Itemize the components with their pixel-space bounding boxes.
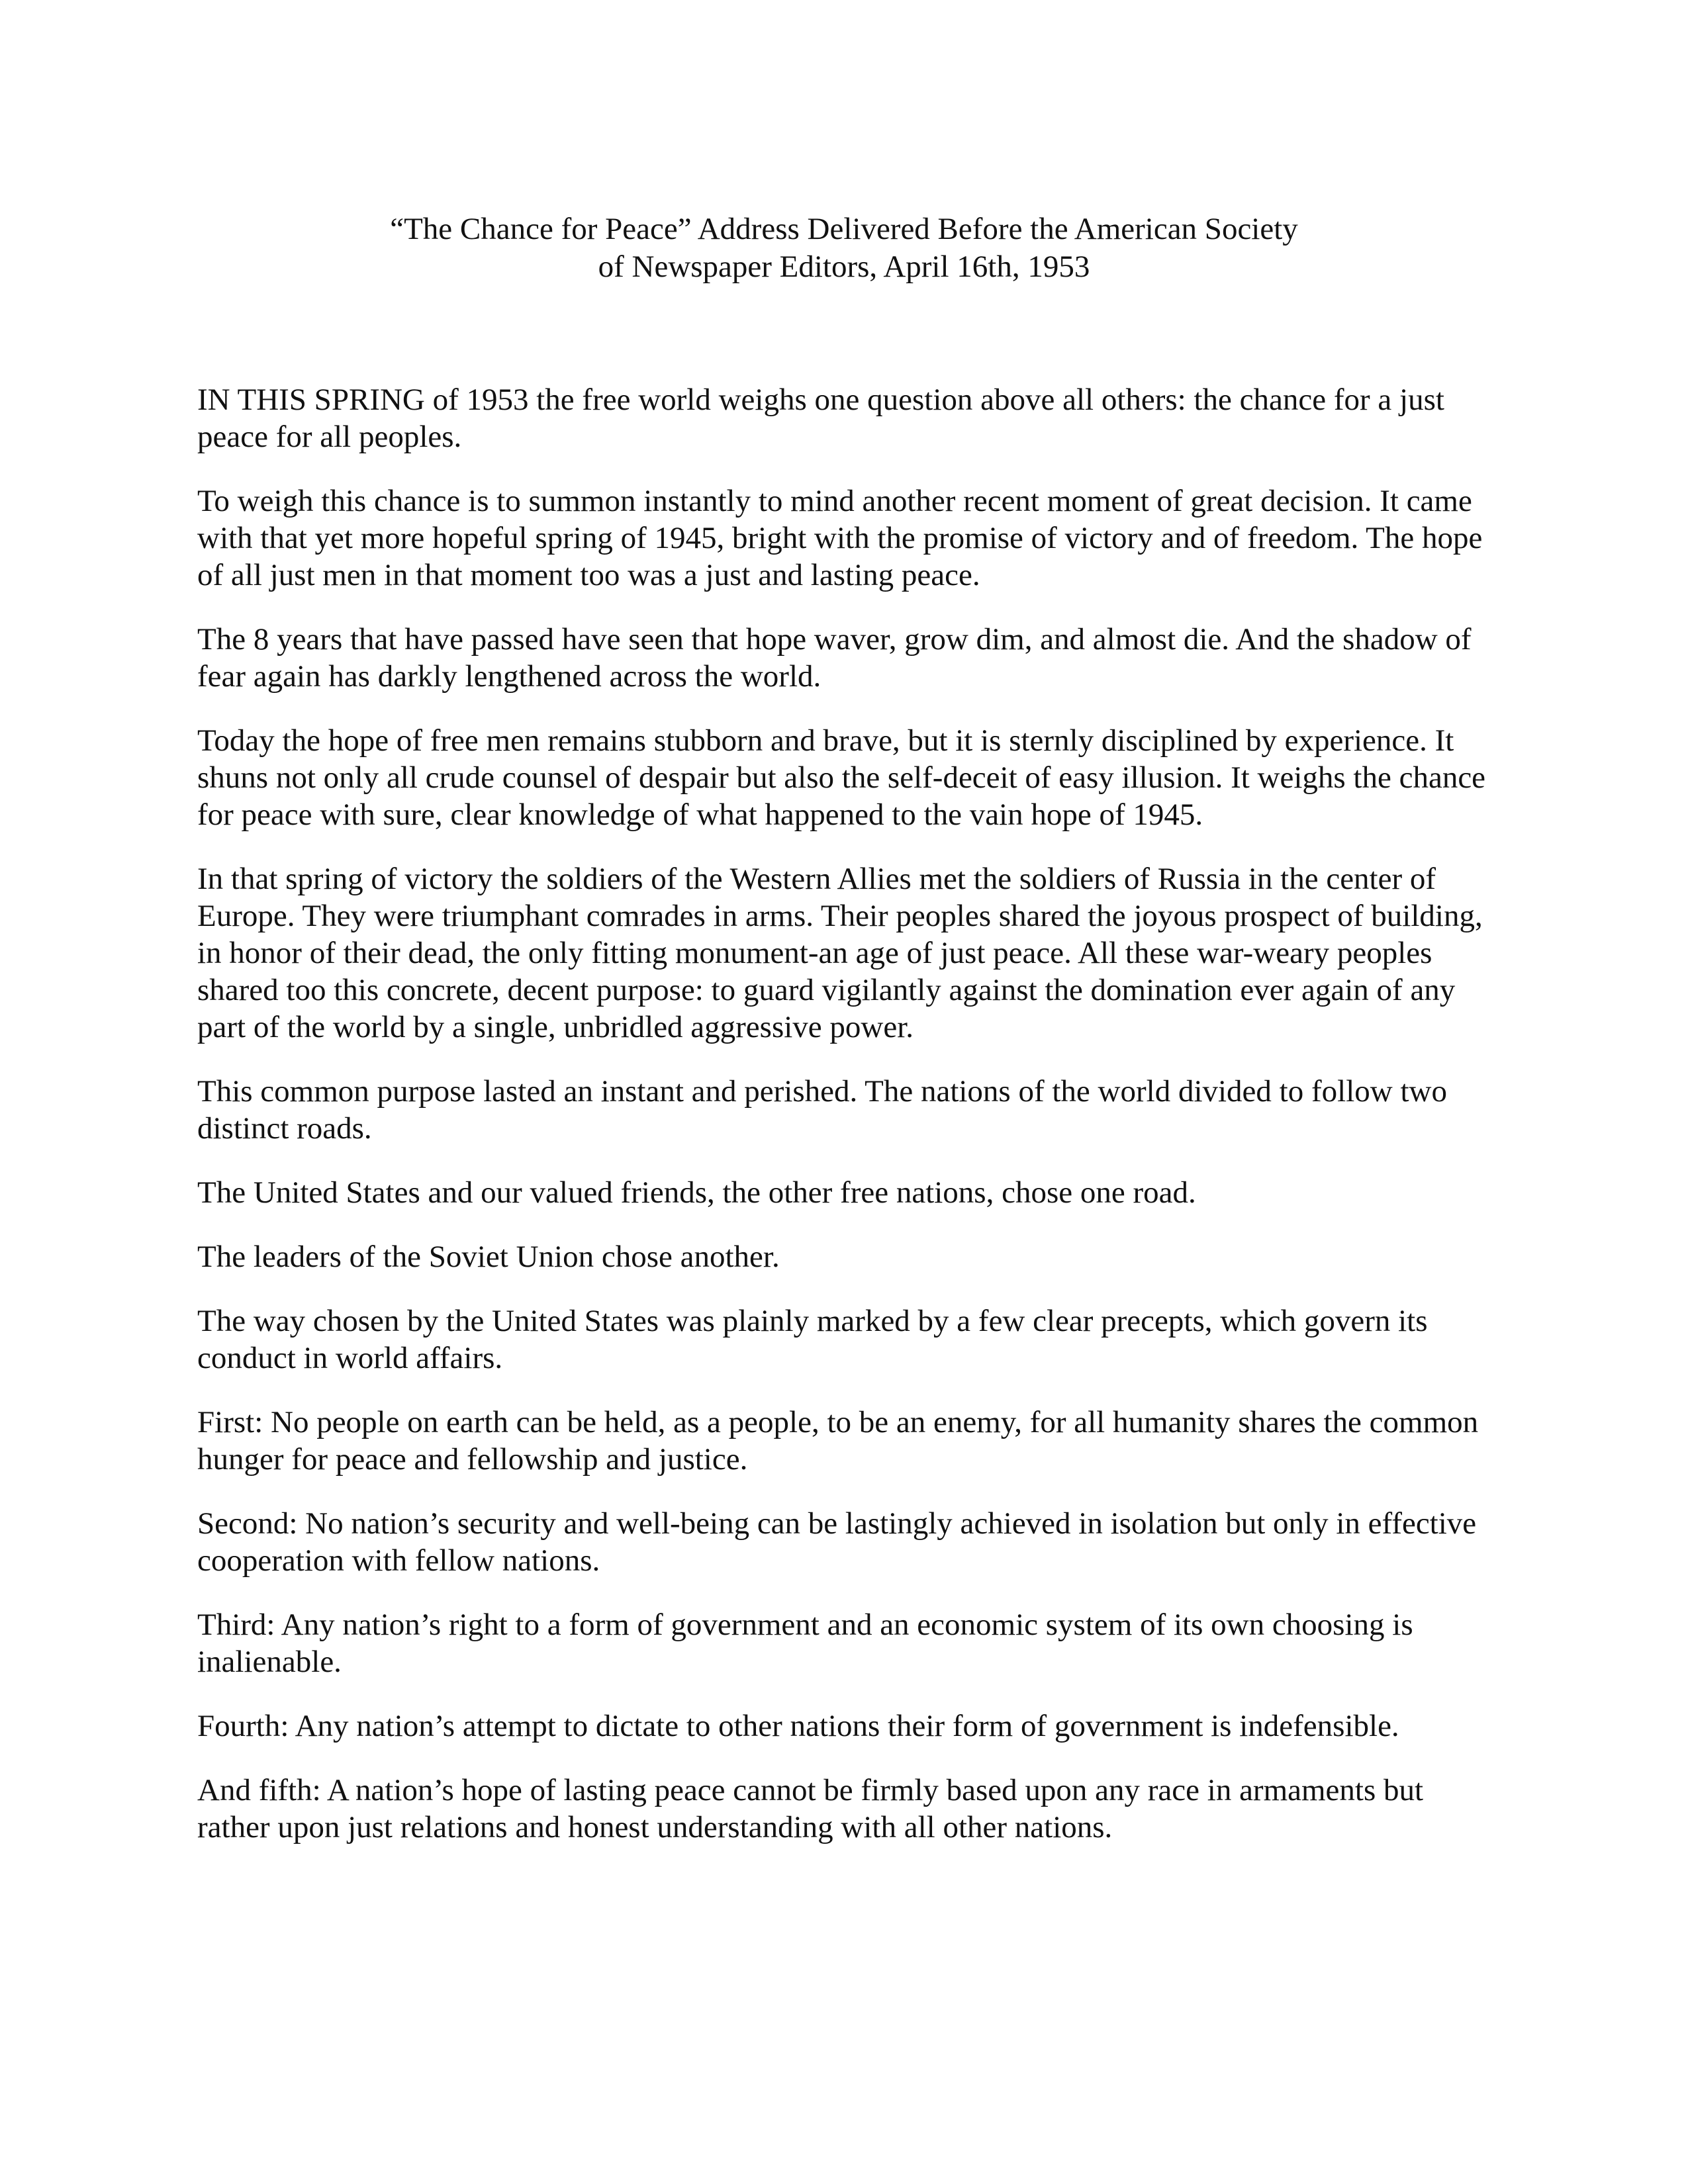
paragraph-9: The way chosen by the United States was plainly marked by a few clear precepts, which govern its conduct in world affairs. [197,1304,1428,1375]
paragraph-5: In that spring of victory the soldiers of the Western Allies met the soldiers of Russia in the center of Europe. They were triumphant comrades in arms. Their peoples shared the joyous prospect of building, in honor of their dead, the only fitting monument-an age of just peace. All these war-weary peoples shared too this concrete, decent purpose: to guard vigilantly against the domination ever again of any part of the world by a single, unbridled aggressive power. [197,862,1483,1044]
document-body [197,381,1495,1873]
paragraph-7: The United States and our valued friends, the other free nations, chose one road. [197,1175,1196,1210]
document-title [0,210,1688,286]
title-line-2: of Newspaper Editors, April 16th, 1953 [598,250,1090,284]
paragraph-2: To weigh this chance is to summon instantly to mind another recent moment of great decision. It came with that yet more hopeful spring of 1945, bright with the promise of victory and of freedom. The hope of all just men in that moment too was a just and lasting peace. [197,484,1483,592]
paragraph-3: The 8 years that have passed have seen that hope waver, grow dim, and almost die. And the shadow of fear again has darkly lengthened across the world. [197,622,1472,694]
paragraph-6: This common purpose lasted an instant and perished. The nations of the world divided to follow two distinct roads. [197,1074,1447,1146]
paragraph-11: Second: No nation’s security and well-being can be lastingly achieved in isolation but only in effective cooperation with fellow nations. [197,1506,1477,1578]
paragraph-8: The leaders of the Soviet Union chose another. [197,1240,780,1274]
paragraph-1: IN THIS SPRING of 1953 the free world weighs one question above all others: the chance for a just peace for all peoples. [197,383,1444,454]
paragraph-13: Fourth: Any nation’s attempt to dictate to other nations their form of government is indefensible. [197,1709,1399,1743]
paragraph-12: Third: Any nation’s right to a form of government and an economic system of its own choosing is inalienable. [197,1608,1413,1679]
paragraph-4: Today the hope of free men remains stubborn and brave, but it is sternly disciplined by experience. It shuns not only all crude counsel of despair but also the self-deceit of easy illusion. It weighs the chance for peace with sure, clear knowledge of what happened to the vain hope of 1945. [197,723,1486,832]
paragraph-10: First: No people on earth can be held, as a people, to be an enemy, for all humanity shares the common hunger for peace and fellowship and justice. [197,1405,1479,1477]
paragraph-14: And fifth: A nation’s hope of lasting peace cannot be firmly based upon any race in armaments but rather upon just relations and honest understanding with all other nations. [197,1773,1424,1844]
title-line-1: “The Chance for Peace” Address Delivered Before the American Society [390,212,1298,246]
